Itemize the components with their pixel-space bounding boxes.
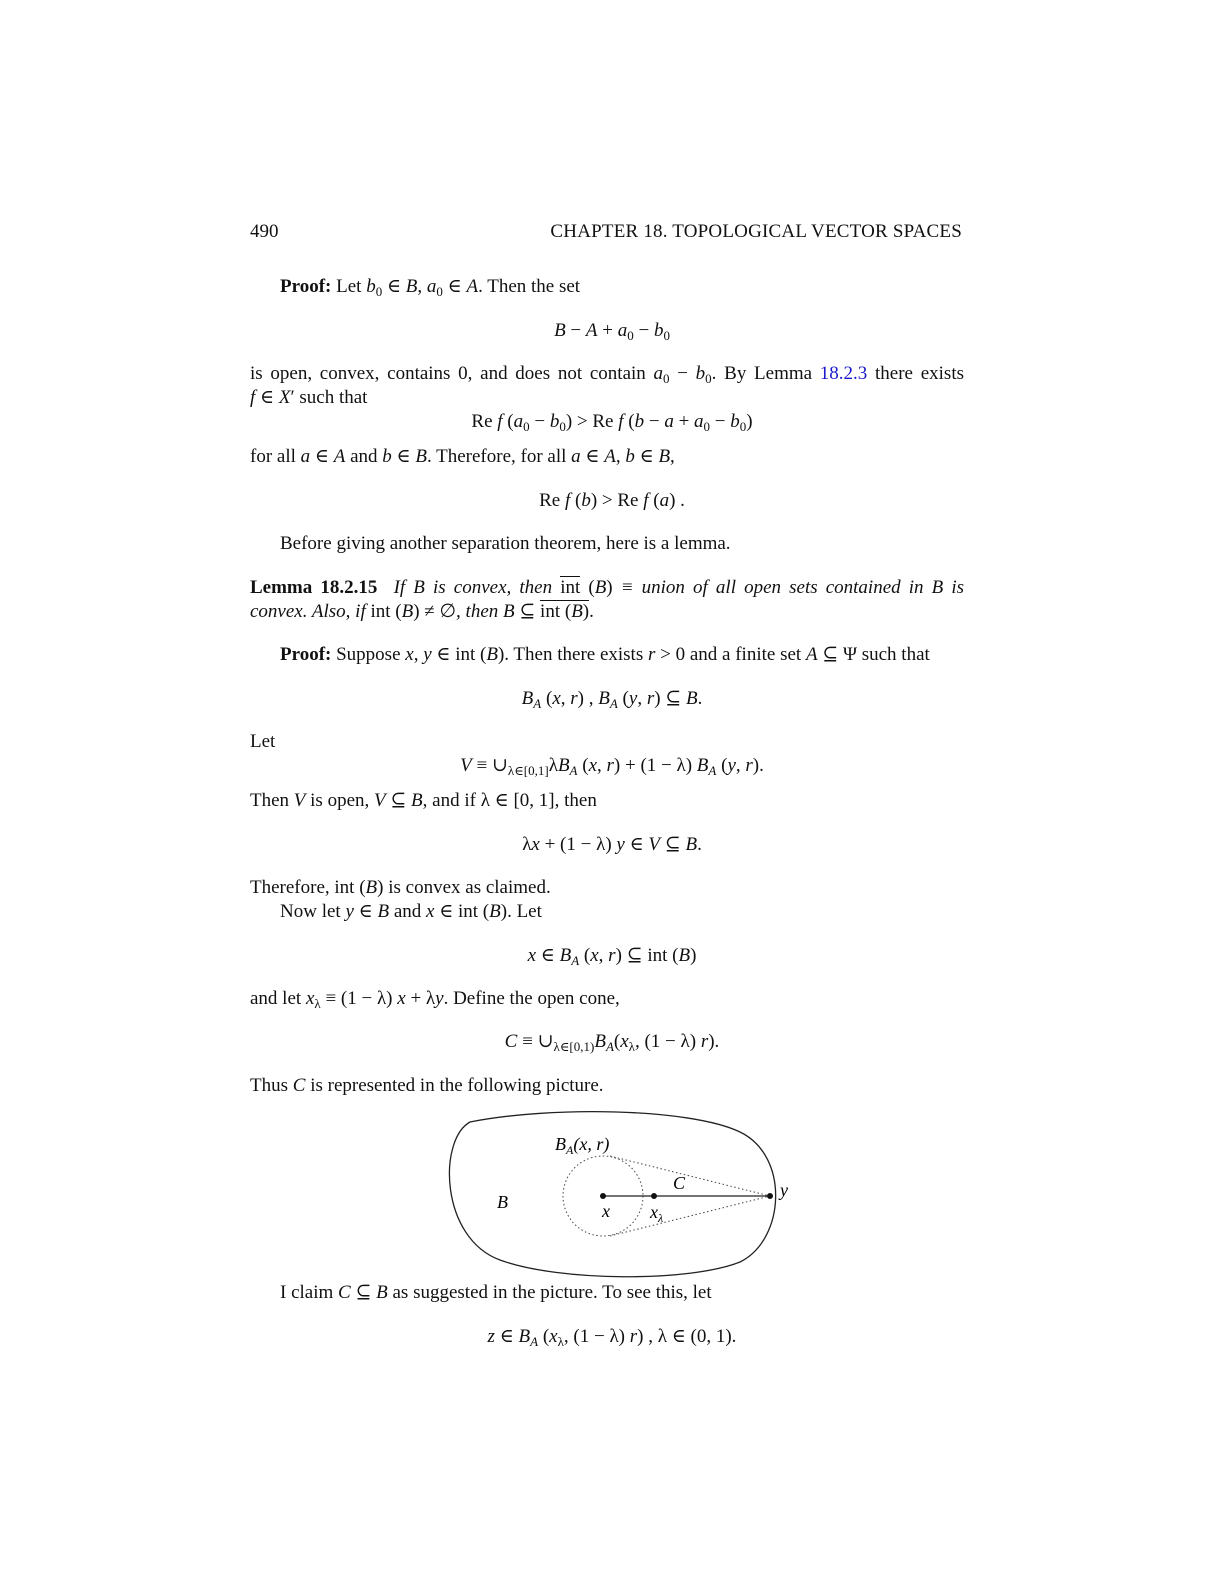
proof1-text: Let $b_0$ ∈ B, $a_0$ ∈ A. Then the set	[336, 276, 581, 299]
cone-upper-edge	[610, 1156, 770, 1196]
proof2-line7: I claim C ⊆ B as suggested in the picture. To see this, let	[280, 1282, 712, 1303]
proof2-line1: Proof: Suppose x, y ∈ int (B). Then there exists r > 0 and a finite set A ⊆ Ψ such that	[280, 644, 930, 665]
lemma-label: Lemma 18.2.15	[250, 577, 378, 598]
lemma-line2: convex. Also, if int (B) ≠ ∅, then B ⊆ int (B).	[250, 601, 594, 622]
cone-figure	[440, 1110, 810, 1285]
equation-4: $B_A$ (x, r) , $B_A$ (y, r) ⊆ B.	[521, 688, 703, 711]
proof-label: Proof:	[280, 276, 332, 297]
equation-1: $B - A + a_0 - b_0$	[554, 320, 670, 343]
proof2-line3: Therefore, int (B) is convex as claimed.	[250, 877, 551, 898]
proof2-line5: and let $x_\lambda \equiv (1 - \lambda) x + \lambda y$. Define the open cone,	[250, 988, 620, 1011]
proof2-line4: Now let y ∈ B and x ∈ int (B). Let	[280, 901, 542, 922]
label-x-lambda: $x_\lambda$	[650, 1202, 664, 1225]
label-B: B	[497, 1192, 508, 1212]
point-x-lambda	[651, 1193, 657, 1199]
let-text: Let	[250, 731, 276, 752]
equation-5: $V \equiv \cup_{\lambda\in[0,1]}\lambda B_A$ (x, r) + (1 − λ) $B_A$ (y, r).	[460, 755, 764, 778]
point-x	[600, 1193, 606, 1199]
proof1-line3: f ∈ X′ such that	[250, 387, 368, 408]
proof2-line6: Thus C is represented in the following picture.	[250, 1075, 604, 1096]
proof-label-2: Proof:	[280, 644, 332, 665]
label-C: C	[673, 1173, 686, 1193]
equation-9: z ∈ $B_A$ ($x_\lambda$, (1 − λ) r) , λ ∈ (0, 1).	[487, 1326, 737, 1349]
intro-text: Before giving another separation theorem, here is a lemma.	[280, 533, 731, 554]
proof1-line4: for all a ∈ A and b ∈ B. Therefore, for all a ∈ A, b ∈ B,	[250, 446, 675, 467]
proof1-line1	[280, 275, 580, 299]
label-x: x	[602, 1201, 610, 1221]
equation-7: x ∈ $B_A$ (x, r) ⊆ int (B)	[527, 945, 697, 968]
proof1-line2: is open, convex, contains 0, and does not contain $a_0 - b_0$. By Lemma 18.2.3 there exists	[250, 363, 964, 386]
point-y	[767, 1193, 773, 1199]
page-number: 490	[250, 221, 279, 242]
equation-6: λx + (1 − λ) y ∈ V ⊆ B.	[522, 834, 702, 855]
equation-8: $C \equiv \cup_{\lambda\in[0,1)}B_A(x_\lambda$, (1 − λ) r).	[504, 1031, 720, 1054]
chapter-title: CHAPTER 18. TOPOLOGICAL VECTOR SPACES	[550, 221, 962, 242]
label-ball: $B_A(x$, r)	[555, 1134, 610, 1157]
equation-3: Re f (b) > Re f (a) .	[539, 490, 685, 511]
proof2-line2: Then V is open, V ⊆ B, and if λ ∈ [0, 1], then	[250, 790, 597, 811]
lemma-line1: Lemma 18.2.15 If B is convex, then int (B) ≡ union of all open sets contained in B is	[250, 577, 965, 598]
label-y: y	[780, 1180, 788, 1200]
cone-lower-edge	[610, 1196, 770, 1236]
equation-2: Re f $(a_0 - b_0) > Re$ f $(b - a + a_0 - b_0)$	[471, 411, 753, 434]
lemma-reference-link[interactable]: 18.2.3	[819, 363, 868, 384]
